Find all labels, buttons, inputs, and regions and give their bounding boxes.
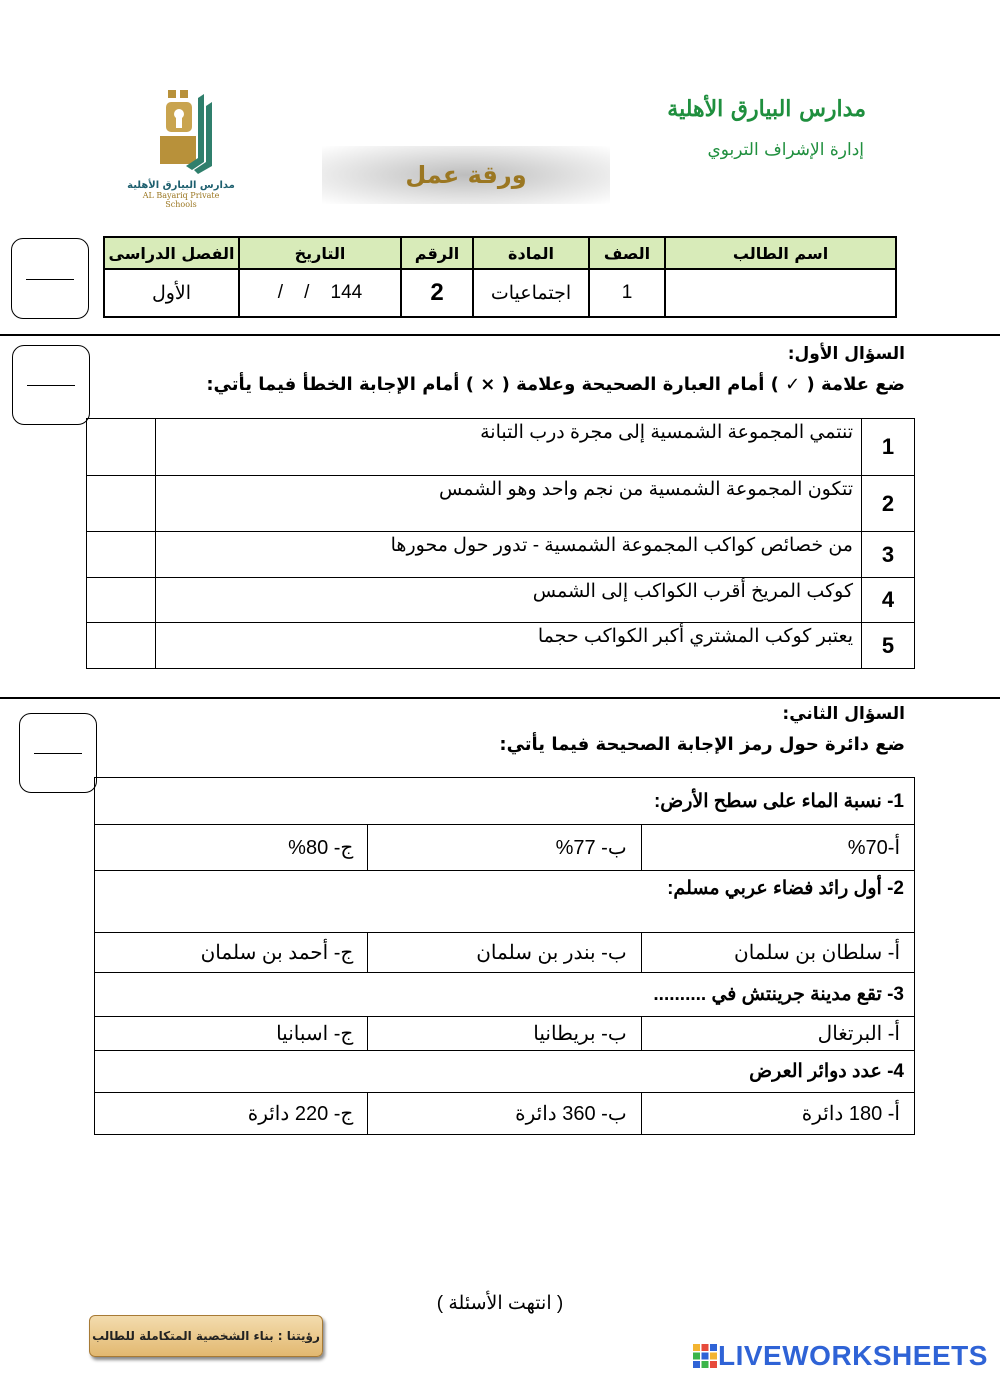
header-date: التاريخ	[239, 237, 401, 269]
title-banner	[322, 146, 610, 204]
school-logo	[126, 88, 236, 210]
statement-number: 3	[862, 532, 915, 578]
liveworksheets-logo	[692, 1340, 988, 1372]
table-row	[95, 1051, 915, 1093]
statement-text: تنتمي المجموعة الشمسية إلى مجرة درب التبانة	[156, 419, 862, 476]
score-box-question2[interactable]	[19, 713, 97, 793]
table-row	[87, 623, 915, 669]
statement-text: تتكون المجموعة الشمسية من نجم واحد وهو الشمس	[156, 476, 862, 532]
statement-number: 2	[862, 476, 915, 532]
logo-name-ar: مدارس البيارق الأهلية	[127, 180, 235, 191]
option-b[interactable]: ب- بندر بن سلمان	[368, 933, 641, 973]
table-row	[95, 933, 915, 973]
option-c[interactable]: ج- اسبانيا	[95, 1017, 368, 1051]
brand-name: LIVEWORKSHEETS	[718, 1340, 988, 1371]
option-c[interactable]: ج- 80%	[95, 825, 368, 871]
statement-number: 1	[862, 419, 915, 476]
date-value: / / 144	[239, 269, 401, 317]
table-row	[95, 1093, 915, 1135]
option-a[interactable]: أ-70%	[641, 825, 914, 871]
divider	[0, 334, 1000, 336]
end-note: ( انتهت الأسئلة )	[436, 1293, 564, 1314]
question1-instruction: ضع علامة ( ✓ ) أمام العبارة الصحيحة وعلامة ( × ) أمام الإجابة الخطأ فيما يأتي:	[206, 374, 905, 395]
option-b[interactable]: ب- بريطانيا	[368, 1017, 641, 1051]
question2-instruction: ضع دائرة حول رمز الإجابة الصحيحة فيما يأتي:	[499, 734, 905, 755]
table-row	[87, 419, 915, 476]
statement-text: من خصائص كواكب المجموعة الشمسية - تدور حول محورها	[156, 532, 862, 578]
mc-question: 3- تقع مدينة جرينتش في ..........	[95, 973, 915, 1017]
school-name: مدارس البيارق الأهلية	[667, 96, 866, 122]
header-student-name: اسم الطالب	[665, 237, 896, 269]
answer-cell[interactable]	[87, 578, 156, 623]
answer-cell[interactable]	[87, 623, 156, 669]
multiple-choice-table	[94, 777, 915, 1135]
answer-cell[interactable]	[87, 419, 156, 476]
statement-text: كوكب المريخ أقرب الكواكب إلى الشمس	[156, 578, 862, 623]
mc-question: 1- نسبة الماء على سطح الأرض:	[95, 778, 915, 825]
vision-banner: رؤيتنا : بناء الشخصية المتكاملة للطالب	[89, 1315, 323, 1357]
subject-value: اجتماعيات	[473, 269, 589, 317]
mc-question: 2- أول رائد فضاء عربي مسلم:	[95, 871, 915, 933]
option-a[interactable]: أ- البرتغال	[641, 1017, 914, 1051]
statement-text: يعتبر كوكب المشتري أكبر الكواكب حجما	[156, 623, 862, 669]
student-info-table	[103, 236, 897, 318]
header-semester: الفصل الدراسى	[104, 237, 239, 269]
header-grade: الصف	[589, 237, 665, 269]
table-row	[95, 825, 915, 871]
table-row	[95, 973, 915, 1017]
table-row	[95, 1017, 915, 1051]
option-c[interactable]: ج- أحمد بن سلمان	[95, 933, 368, 973]
logo-emblem-icon	[146, 88, 216, 174]
option-a[interactable]: أ- سلطان بن سلمان	[641, 933, 914, 973]
question2-title: السؤال الثاني:	[782, 704, 905, 724]
score-box-total[interactable]	[11, 238, 89, 319]
answer-cell[interactable]	[87, 532, 156, 578]
option-b[interactable]: ب- 360 دائرة	[368, 1093, 641, 1135]
worksheet-title: ورقة عمل	[405, 161, 527, 189]
table-row	[95, 778, 915, 825]
answer-cell[interactable]	[87, 476, 156, 532]
mc-question: 4- عدد دوائر العرض	[95, 1051, 915, 1093]
true-false-table	[86, 418, 915, 669]
option-b[interactable]: ب- 77%	[368, 825, 641, 871]
department-name: إدارة الإشراف التربوي	[707, 140, 864, 160]
option-c[interactable]: ج- 220 دائرة	[95, 1093, 368, 1135]
score-box-question1[interactable]	[12, 345, 90, 425]
statement-number: 5	[862, 623, 915, 669]
table-row	[87, 578, 915, 623]
logo-name-en: AL Bayariq Private Schools	[142, 191, 220, 209]
divider	[0, 697, 1000, 699]
header-number: الرقم	[401, 237, 473, 269]
question1-title: السؤال الأول:	[787, 344, 905, 364]
liveworksheets-grid-icon	[692, 1343, 718, 1369]
student-name-field[interactable]	[665, 269, 896, 317]
table-row	[87, 476, 915, 532]
number-value: 2	[401, 269, 473, 317]
table-row	[87, 532, 915, 578]
header-subject: المادة	[473, 237, 589, 269]
statement-number: 4	[862, 578, 915, 623]
semester-value: الأول	[104, 269, 239, 317]
option-a[interactable]: أ- 180 دائرة	[641, 1093, 914, 1135]
grade-value: 1	[589, 269, 665, 317]
table-row	[95, 871, 915, 933]
